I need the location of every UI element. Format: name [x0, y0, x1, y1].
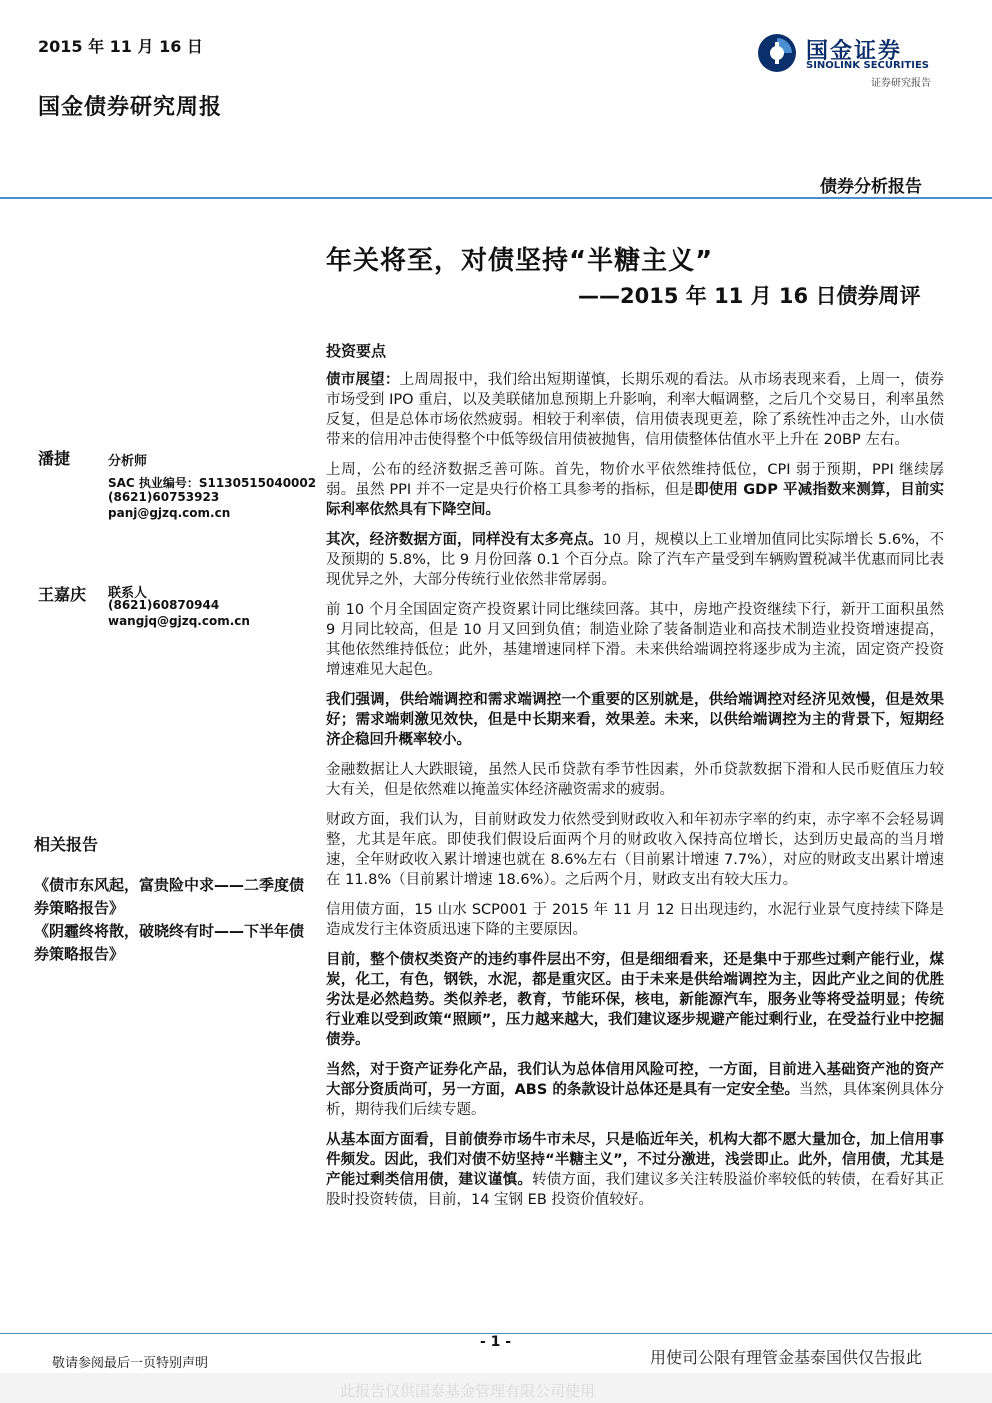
related-reports-heading: 相关报告	[34, 835, 99, 854]
analyst-email[interactable]: panj@gjzq.com.cn	[108, 506, 231, 520]
faint-watermark: 此报告仅供国泰基金管理有限公司使用	[340, 1382, 596, 1400]
paragraph: 前 10 个月全国固定资产投资累计同比继续回落。其中，房地产投资继续下行，新开工面积虽然 9 月同比较高，但是 10 月又回到负值；制造业除了装备制造业和高技术制造业投资增速提高，其他依然维持低位；此外，基建增速同样下滑。未来供给端调控将逐步成为主流，固定资产投资增速难见大起色。	[326, 602, 944, 678]
contact-block	[38, 582, 318, 632]
related-report-item[interactable]: 《阴霾终将散，破晓终有时——下半年债券策略报告》	[34, 922, 305, 963]
analyst-phone: (8621)60753923	[108, 490, 220, 504]
paragraph: 财政方面，我们认为，目前财政发力依然受到财政收入和年初赤字率的约束，赤字率不会轻易调整，尤其是年底。即使我们假设后面两个月的财政收入保持高位增长，达到历史最高的当月增速，全年财政收入累计增速也就在 8.6%左右（目前累计增速 7.7%），对应的财政支出累计增速在 11.8%（目前累计增速 18.6%）。之后两个月，财政支出有较大压力。	[326, 812, 944, 888]
related-report-item[interactable]: 《债市东风起，富贵险中求——二季度债券策略报告》	[34, 876, 305, 917]
paragraph: 我们强调，供给端调控和需求端调控一个重要的区别就是，供给端调控对经济见效慢，但是效果好；需求端刺激见效快，但是中长期来看，效果差。未来，以供给端调控为主的背景下，短期经济企稳回升概率较小。	[326, 692, 944, 748]
header-divider	[0, 197, 992, 199]
paragraph: 从基本面方面看，目前债券市场牛市未尽，只是临近年关，机构大都不愿大量加仓，加上信用事件频发。因此，我们对债不妨坚持“半糖主义”，不过分激进，浅尝即止。此外，信用债，尤其是产能过剩类信用债，建议谨慎。转债方面，我们建议多关注转股溢价率较低的转债，在看好其正股时投资转债，目前，14 宝钢 EB 投资价值较好。	[326, 1132, 945, 1208]
contact-role: 联系人	[108, 586, 148, 601]
logo-subtitle: 证券研究报告	[871, 78, 931, 89]
watermark-text: 用使司公限有理管金基泰国供仅告报此	[650, 1348, 923, 1367]
contact-name: 王嘉庆	[38, 585, 87, 604]
sub-title: ——2015 年 11 月 16 日债券周评	[578, 284, 921, 308]
analyst-name: 潘捷	[38, 449, 71, 468]
analyst-sac-number: SAC 执业编号：S1130515040002	[108, 476, 317, 490]
company-logo	[756, 28, 956, 92]
related-reports-list	[34, 874, 318, 966]
paragraph: 目前，整个债权类资产的违约事件层出不穷，但是细细看来，还是集中于那些过剩产能行业，煤炭，化工，有色，钢铁，水泥，都是重灾区。由于未来是供给端调控为主，因此产业之间的优胜劣汰是必然趋势。类似养老，教育，节能环保，核电，新能源汽车，服务业等将受益明显；传统行业难以受到政策“照顾”，压力越来越大，我们建议逐步规避产能过剩行业，在受益行业中挖掘债券。	[326, 952, 944, 1048]
contact-phone: (8621)60870944	[108, 598, 220, 612]
series-title: 国金债券研究周报	[38, 95, 223, 120]
section-heading: 投资要点	[326, 342, 387, 360]
paragraph: 当然，对于资产证券化产品，我们认为总体信用风险可控，一方面，目前进入基础资产池的资产大部分资质尚可，另一方面，ABS 的条款设计总体还是具有一定安全垫。当然，具体案例具体分析，期待我们后续专题。	[326, 1062, 945, 1118]
paragraph: 债市展望：上周周报中，我们给出短期谨慎，长期乐观的看法。从市场表现来看，上周一，债券市场受到 IPO 重启，以及美联储加息预期上升影响，利率大幅调整，之后几个交易日，利率虽然反复，但是总体市场依然疲弱。相较于利率债，信用债表现更差，除了系统性冲击之外，山水债带来的信用冲击使得整个中低等级信用债被抛售，信用债整体估值水平上升在 20BP 左右。	[326, 372, 945, 448]
contact-email[interactable]: wangjq@gjzq.com.cn	[108, 614, 250, 628]
paragraph: 其次，经济数据方面，同样没有太多亮点。10 月，规模以上工业增加值同比实际增长 5.6%，不及预期的 5.8%，比 9 月份回落 0.1 个百分点。除了汽车产量受到车辆购置税减半优惠而同比表现优异之外，大部分传统行业依然非常孱弱。	[326, 532, 944, 588]
logo-english-name: SINOLINK SECURITIES	[806, 60, 929, 71]
sinolink-logo-icon	[756, 32, 798, 74]
body-text	[326, 370, 944, 1220]
report-date: 2015 年 11 月 16 日	[38, 37, 203, 56]
disclaimer-note: 敬请参阅最后一页特别声明	[52, 1356, 209, 1371]
analyst-role: 分析师	[108, 454, 148, 469]
paragraph: 信用债方面，15 山水 SCP001 于 2015 年 11 月 12 日出现违约，水泥行业景气度持续下降是造成发行主体资质迅速下降的主要原因。	[326, 902, 944, 938]
logo-chinese-name: 国金证券	[806, 39, 903, 64]
paragraph: 金融数据让人大跌眼镜，虽然人民币贷款有季节性因素，外币贷款数据下滑和人民币贬值压力较大有关，但是依然难以掩盖实体经济融资需求的疲弱。	[326, 762, 944, 798]
main-title: 年关将至，对债坚持“半糖主义”	[326, 246, 714, 276]
page-number: - 1 -	[480, 1334, 512, 1350]
paragraph: 上周，公布的经济数据乏善可陈。首先，物价水平依然维持低位，CPI 弱于预期，PPI 继续孱弱。虽然 PPI 并不一定是央行价格工具参考的指标，但是即使用 GDP 平减指数来测算，目前实际利率依然具有下降空间。	[326, 462, 944, 518]
report-type: 债券分析报告	[820, 177, 922, 197]
analyst-block	[38, 446, 318, 526]
